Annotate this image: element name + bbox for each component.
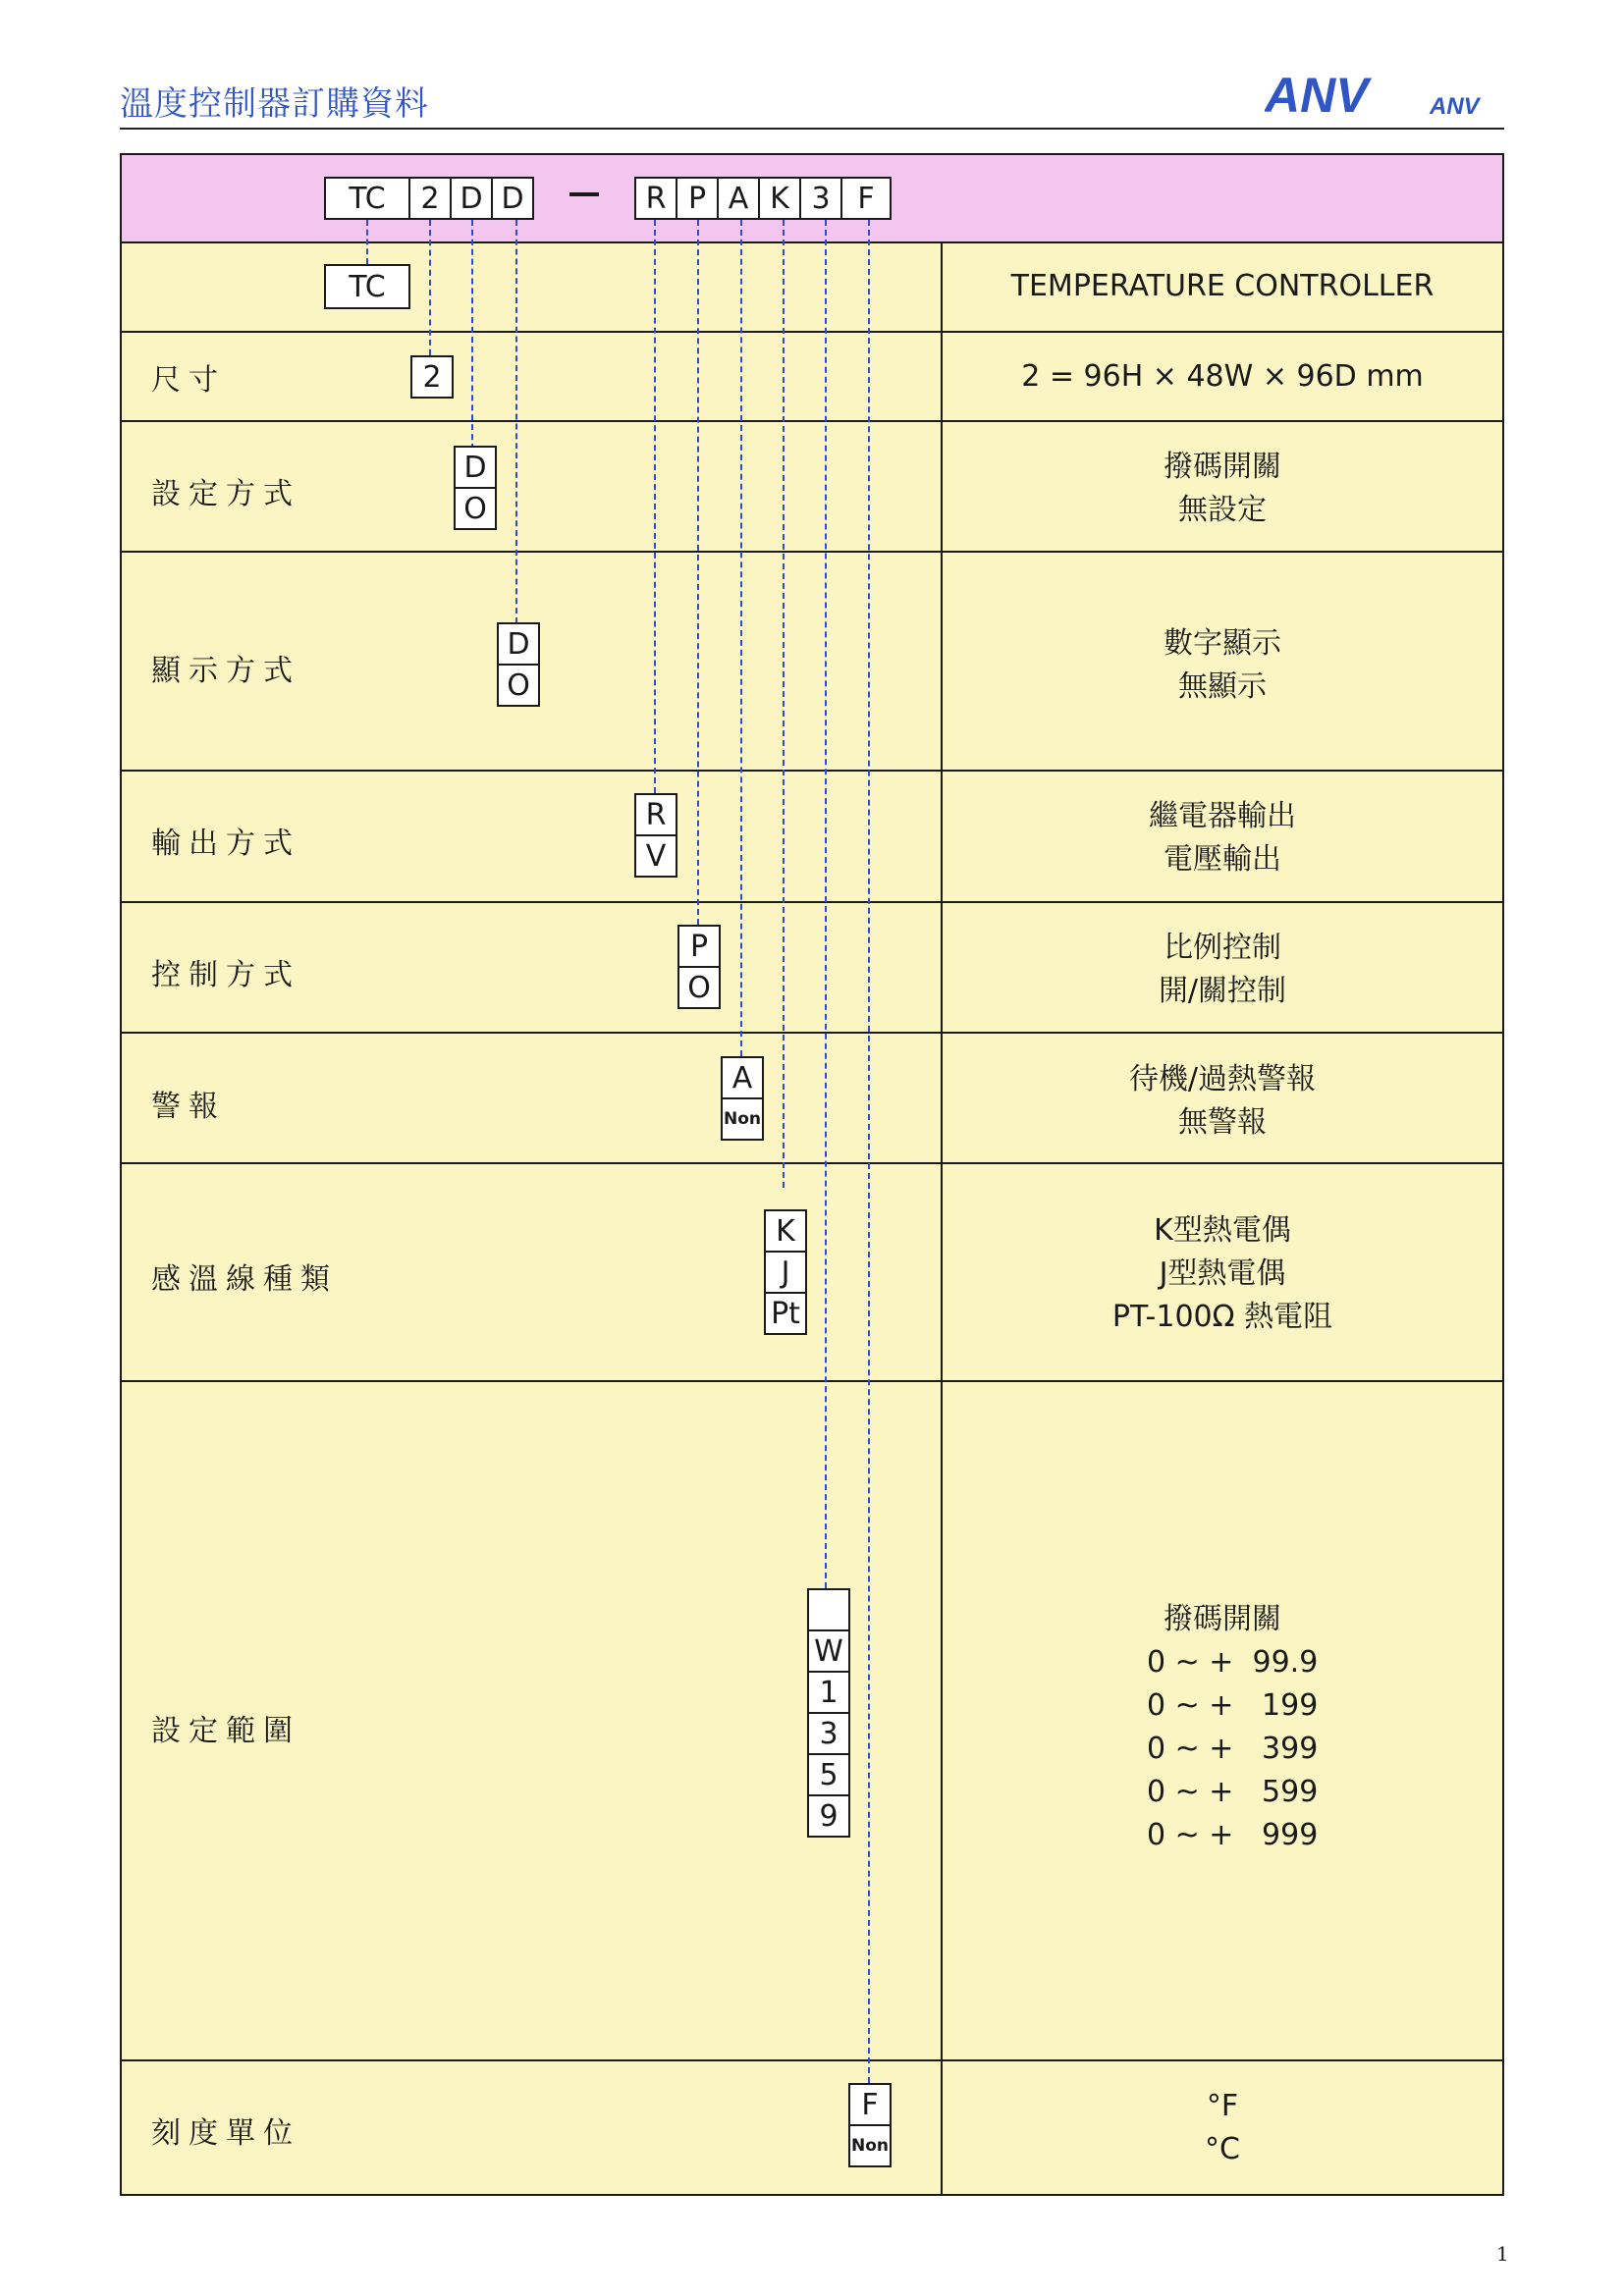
page-title: 溫度控制器訂購資料 <box>120 84 429 124</box>
alarm-desc-1: 待機/過熱警報 <box>1128 1062 1317 1096</box>
display-desc-2: 無顯示 <box>1178 669 1267 704</box>
range-label: 設定範圍 <box>151 1714 300 1748</box>
display-label: 顯示方式 <box>151 654 300 688</box>
size-label: 尺寸 <box>151 363 226 398</box>
alarm-option: Non <box>721 1097 764 1141</box>
code-tc: TC <box>324 177 410 220</box>
unit-label: 刻度單位 <box>151 2116 300 2151</box>
control-desc-2: 開/關控制 <box>1158 974 1287 1008</box>
setting-label: 設定方式 <box>151 477 300 511</box>
range-desc-6: 0 ~ + 999 <box>1147 1818 1319 1852</box>
setting-option: D <box>454 446 497 489</box>
row-divider <box>120 1162 1504 1164</box>
row-divider <box>120 551 1504 553</box>
output-label: 輸出方式 <box>151 827 300 861</box>
code-output: R <box>634 177 677 220</box>
control-desc-1: 比例控制 <box>1164 931 1281 965</box>
svg-text:ANV: ANV <box>1430 93 1480 120</box>
setting-desc-2: 無設定 <box>1178 493 1267 527</box>
unit-desc-2: °C <box>1205 2132 1240 2166</box>
alarm-desc-2: 無警報 <box>1178 1105 1267 1140</box>
setting-option: O <box>454 487 497 530</box>
code-control: P <box>676 177 719 220</box>
size-box: 2 <box>410 355 454 399</box>
output-desc-2: 電壓輸出 <box>1164 842 1281 877</box>
range-desc-5: 0 ~ + 599 <box>1147 1775 1319 1809</box>
output-option: V <box>634 834 677 878</box>
code-size: 2 <box>408 177 452 220</box>
code-sensor: K <box>758 177 801 220</box>
unit-desc-1: °F <box>1206 2089 1239 2123</box>
connector-alarm <box>740 220 742 1056</box>
range-option: 5 <box>807 1753 850 1796</box>
row-divider <box>120 241 1504 243</box>
range-option: 3 <box>807 1712 850 1755</box>
output-desc-1: 繼電器輸出 <box>1149 799 1296 833</box>
connector-unit <box>868 220 870 2083</box>
row-divider <box>120 770 1504 772</box>
alarm-label: 警報 <box>151 1090 226 1124</box>
svg-text:ANV: ANV <box>1265 69 1369 123</box>
display-option: O <box>497 664 540 707</box>
range-option <box>807 1588 850 1631</box>
control-option: O <box>677 966 721 1009</box>
connector-output <box>654 220 656 793</box>
connector-sensor <box>783 220 785 1188</box>
range-desc-4: 0 ~ + 399 <box>1147 1732 1319 1766</box>
model-desc: TEMPERATURE CONTROLLER <box>1010 269 1435 303</box>
connector-tc <box>366 220 368 264</box>
range-desc-3: 0 ~ + 199 <box>1147 1688 1319 1723</box>
code-display: D <box>491 177 534 220</box>
sensor-option: J <box>764 1251 807 1294</box>
row-divider <box>120 1380 1504 1382</box>
control-label: 控制方式 <box>151 958 300 992</box>
header-rule <box>120 128 1504 130</box>
row-divider <box>120 2059 1504 2061</box>
connector-setting <box>471 220 473 450</box>
sensor-desc-3: PT-100Ω 熱電阻 <box>1111 1300 1333 1334</box>
row-divider <box>120 331 1504 333</box>
alarm-option: A <box>721 1056 764 1099</box>
sensor-option: K <box>764 1209 807 1253</box>
connector-range <box>825 220 827 1588</box>
unit-option: F <box>848 2083 892 2126</box>
range-option: 9 <box>807 1794 850 1838</box>
connector-control <box>697 220 699 925</box>
display-desc-1: 數字顯示 <box>1164 626 1281 661</box>
range-desc-2: 0 ~ + 99.9 <box>1147 1645 1319 1680</box>
sensor-desc-1: K型熱電偶 <box>1154 1213 1291 1248</box>
unit-option: Non <box>848 2124 892 2167</box>
page-number: 1 <box>1496 2242 1509 2266</box>
code-alarm: A <box>717 177 760 220</box>
size-desc: 2 = 96H × 48W × 96D mm <box>1021 359 1424 394</box>
sensor-desc-2: J型熱電偶 <box>1159 1256 1286 1291</box>
range-desc-1: 撥碼開關 <box>1164 1602 1281 1636</box>
code-range: 3 <box>799 177 842 220</box>
row-divider <box>120 901 1504 903</box>
control-option: P <box>677 925 721 968</box>
connector-size <box>429 220 431 355</box>
connector-display <box>515 220 517 623</box>
display-option: D <box>497 622 540 666</box>
model-box: TC <box>324 264 410 309</box>
anv-logo <box>1265 69 1500 124</box>
code-unit: F <box>840 177 892 220</box>
output-option: R <box>634 793 677 836</box>
sensor-label: 感溫線種類 <box>151 1262 338 1297</box>
range-option: W <box>807 1629 850 1673</box>
row-divider <box>120 420 1504 422</box>
setting-desc-1: 撥碼開關 <box>1164 450 1281 484</box>
range-option: 1 <box>807 1671 850 1714</box>
code-hyphen <box>569 192 599 196</box>
code-setting: D <box>450 177 493 220</box>
row-divider <box>120 1032 1504 1034</box>
sensor-option: Pt <box>764 1292 807 1335</box>
